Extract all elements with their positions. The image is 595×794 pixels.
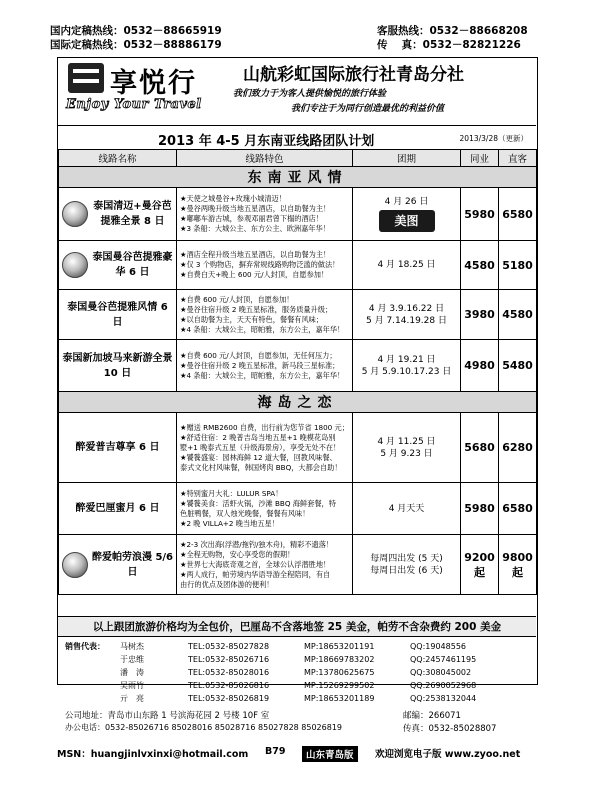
sales-mobile: MP:18653201189 xyxy=(304,694,375,703)
departure-date: 每周日出发 (6 天) xyxy=(370,565,443,576)
sales-mobile: MP:18653201191 xyxy=(304,642,375,651)
feature-line: ★仅 3 个购物店，摒弃常规线路购物泛滥的做法！ xyxy=(180,260,340,269)
direct-price-cell xyxy=(499,413,537,483)
direct-price-cell xyxy=(499,535,537,595)
feature-line: 泰式文化村风味餐，韩国烤肉 BBQ，大都会自助！ xyxy=(180,462,342,472)
trade-price-cell xyxy=(461,535,499,595)
feature-line: ★酒店全程升级当地五星酒店，以自助餐为主！ xyxy=(180,250,331,259)
direct-price: 4580 xyxy=(502,308,533,321)
service-hotlines xyxy=(377,24,528,52)
header-direct-price: 直客 xyxy=(499,150,537,167)
hotline-international: 国际定稿热线：0532－88886179 xyxy=(50,39,222,51)
sales-row xyxy=(58,641,536,653)
feature-line: ★舒适住宿：2 晚普吉岛当地五星+1 晚模花岛别 xyxy=(180,432,336,442)
direct-price-cell xyxy=(499,340,537,392)
trade-price-cell xyxy=(461,241,499,290)
departure-date: 4 月 19.21 日 xyxy=(377,354,436,365)
departure-date: 4 月 18.25 日 xyxy=(377,260,436,270)
route-features xyxy=(177,483,353,535)
sales-mobile: MP:15269299502 xyxy=(304,681,375,690)
route-name-cell xyxy=(59,535,177,595)
table-body xyxy=(59,167,537,595)
feature-line: ★4 条船：大城公主，昭帕雅，东方公主，嘉年华！ xyxy=(180,370,345,380)
office-fax: 传真：0532-85028807 xyxy=(403,724,497,734)
direct-price: 9800 xyxy=(502,550,533,564)
header-features: 线路特色 xyxy=(177,150,353,167)
feature-line: ★2-3 次出海(浮潜/拖钓/独木舟)，精彩不遗落！ xyxy=(180,539,334,549)
header-route-name: 线路名称 xyxy=(59,150,177,167)
route-dates xyxy=(353,535,461,595)
sales-name: 亓 亮 xyxy=(120,694,144,703)
section-header xyxy=(59,392,537,413)
route-dates xyxy=(353,241,461,290)
departure-date: 5 月 7.14.19.28 日 xyxy=(366,315,447,326)
logo-icon xyxy=(68,63,104,93)
route-row xyxy=(59,483,537,535)
route-row xyxy=(59,413,537,483)
price-note: 以上跟团旅游价格均为全包价，巴厘岛不含落地签 25 美金，帕劳不含杂费约 200 美金 xyxy=(58,616,536,636)
route-features xyxy=(177,241,353,290)
feature-line: ★世界七大海底奇观之首，全球公认浮潜胜地！ xyxy=(180,559,331,569)
promo-tag: 美图 xyxy=(379,210,435,232)
route-name: 醉爱帕劳浪漫 5/6 日 xyxy=(91,551,174,578)
sales-mobile: MP:18669783202 xyxy=(304,655,375,664)
trade-price: 9200 xyxy=(464,550,495,564)
feature-line: ★自费 600 元/人封顶，自愿参加，无任何压力； xyxy=(180,350,337,360)
feature-line: ★饕餮盛宴：园林海鲜 12 道大餐，回教风味餐、 xyxy=(180,452,337,462)
page-title: 2013 年 4-5 月东南亚线路团队计划 xyxy=(158,134,375,149)
direct-price-cell xyxy=(499,290,537,340)
direct-price: 5180 xyxy=(502,258,533,272)
sales-qq: QQ:19048556 xyxy=(410,642,467,651)
trade-price-cell xyxy=(461,290,499,340)
hotline-domestic: 国内定稿热线：0532－88665919 xyxy=(50,25,222,37)
trade-price: 5680 xyxy=(464,441,495,454)
trade-price-cell xyxy=(461,188,499,241)
edition-label: 山东青岛版 xyxy=(302,746,358,762)
feature-line: ★曼谷两晚升级当地五星酒店，以自助餐为主！ xyxy=(180,204,331,213)
sales-row xyxy=(58,667,536,679)
slogan-2: 我们专注于为同行创造最优的利益价值 xyxy=(291,104,445,114)
route-table xyxy=(58,149,537,595)
feature-line: ★以自助餐为主，天天有特色，餐餐有风味； xyxy=(180,314,324,324)
sales-qq: QQ:2690052968 xyxy=(410,681,477,690)
sales-name: 潘 涛 xyxy=(120,668,144,677)
feature-line: 色脏鸭餐，双人烛光晚餐，餐餐有风味！ xyxy=(180,508,310,518)
feature-line: ★曼谷住宿升级 2 晚五星标准，新马段三星标准； xyxy=(180,360,340,370)
route-name-cell xyxy=(59,483,177,535)
hotline-service: 客服热线：0532－88668208 xyxy=(377,25,528,37)
route-dates xyxy=(353,188,461,241)
route-name-cell xyxy=(59,241,177,290)
route-row xyxy=(59,535,537,595)
sales-row xyxy=(58,693,536,705)
trade-price-cell xyxy=(461,413,499,483)
route-features xyxy=(177,290,353,340)
feature-line: ★天使之城曼谷+玫瑰小城清迈！ xyxy=(180,194,286,203)
fax-line: 传 真：0532－82821226 xyxy=(377,39,521,51)
trade-price-cell xyxy=(461,483,499,535)
sales-qq: QQ:2538132044 xyxy=(410,694,477,703)
postcode: 邮编：266071 xyxy=(403,711,461,721)
section-header xyxy=(59,167,537,188)
departure-date: 4 月天天 xyxy=(388,503,425,514)
route-name-cell xyxy=(59,340,177,392)
feature-line: ★特别蜜月大礼：LULUR SPA！ xyxy=(180,488,283,498)
feature-line: ★两人成行，帕劳境内华语导游全程陪同，有自 xyxy=(180,569,331,579)
route-name-cell xyxy=(59,290,177,340)
route-row xyxy=(59,188,537,241)
title-bar xyxy=(58,125,536,149)
feature-line: ★4 条船：大城公主，昭帕雅，东方公主，嘉年华！ xyxy=(180,324,345,334)
company-address: 公司地址：青岛市山东路 1 号滨海花园 2 号楼 10F 室 xyxy=(65,711,270,721)
trade-price: 4580 xyxy=(464,258,495,272)
office-phone: 办公电话：0532-85026716 85028016 85028716 85027828 85026819 xyxy=(65,723,343,732)
route-name: 醉爱巴厘蜜月 6 日 xyxy=(75,503,160,514)
sales-qq: QQ:2457461195 xyxy=(410,655,477,664)
route-name: 泰国曼谷芭提雅风情 6 日 xyxy=(67,301,168,328)
sales-row xyxy=(58,654,536,666)
trade-price: 4980 xyxy=(464,359,495,372)
slogan-1: 我们致力于为客人提供愉悦的旅行体验 xyxy=(233,89,387,99)
price-unit: 起 xyxy=(474,565,485,579)
header-banner xyxy=(58,58,536,125)
sales-tel: TEL:0532-85026816 xyxy=(188,681,270,690)
sales-name: 于忠维 xyxy=(120,655,144,664)
route-name: 醉爱普吉尊享 6 日 xyxy=(75,442,160,453)
sales-name: 马树杰 xyxy=(120,642,144,651)
route-badge-icon xyxy=(62,201,88,227)
route-name: 泰国新加坡马来新游全景 10 日 xyxy=(62,352,173,379)
logo-text-en: Enjoy Your Travel xyxy=(66,97,202,112)
feature-line: ★曼谷住宿升级 2 晚五星标准，服务质量升级； xyxy=(180,304,333,314)
trade-price-cell xyxy=(461,340,499,392)
departure-date: 4 月 26 日 xyxy=(384,197,429,207)
direct-price: 6280 xyxy=(502,441,533,454)
departure-date: 4 月 11.25 日 xyxy=(377,436,436,447)
route-name-cell xyxy=(59,413,177,483)
price-unit: 起 xyxy=(512,565,523,579)
sales-row xyxy=(58,680,536,692)
sales-label: 销售代表： xyxy=(65,642,105,651)
agency-name: 山航彩虹国际旅行社青岛分社 xyxy=(243,65,464,85)
route-dates xyxy=(353,413,461,483)
website-link[interactable]: 欢迎浏览电子版 www.zyoo.net xyxy=(375,749,521,760)
direct-price-cell xyxy=(499,188,537,241)
departure-date: 每周四出发 (5 天) xyxy=(370,553,443,564)
table-header xyxy=(59,150,537,167)
direct-price: 5480 xyxy=(502,359,533,372)
sales-tel: TEL:0532-85026819 xyxy=(188,694,270,703)
section-title: 海岛之恋 xyxy=(59,392,537,413)
direct-price: 6580 xyxy=(502,502,533,515)
feature-line: ★3 条船：大城公主、东方公主、欧洲嘉年华！ xyxy=(180,224,330,233)
sales-mobile: MP:13780625675 xyxy=(304,668,375,677)
feature-line: 墅+1 晚泰式五星（升级海景房），享受无处不在！ xyxy=(180,442,341,452)
feature-line: ★自费 600 元/人封顶，自愿参加！ xyxy=(180,294,294,304)
update-date: 2013/3/28（更新） xyxy=(459,134,528,143)
feature-line: ★赠送 RMB2600 自费，出行前为您节省 1800 元； xyxy=(180,422,349,432)
route-row xyxy=(59,340,537,392)
departure-date: 4 月 3.9.16.22 日 xyxy=(368,303,445,314)
sales-contacts xyxy=(58,636,536,734)
route-features xyxy=(177,188,353,241)
direct-price-cell xyxy=(499,241,537,290)
msn-contact: MSN：huangjinlvxinxi@hotmail.com xyxy=(57,749,249,760)
feature-line: ★自费白天+晚上 600 元/人封顶，自愿参加！ xyxy=(180,270,329,279)
departure-date: 5 月 5.9.10.17.23 日 xyxy=(361,366,452,377)
header-dates: 团期 xyxy=(353,150,461,167)
route-row xyxy=(59,241,537,290)
route-badge-icon xyxy=(62,252,88,278)
bottom-bar xyxy=(57,743,538,761)
feature-line: 由行的优点及团体游的便利！ xyxy=(180,579,274,589)
flyer-frame xyxy=(57,57,538,734)
trade-price: 3980 xyxy=(464,308,495,321)
route-name: 泰国清迈+曼谷芭提雅全景 8 日 xyxy=(93,201,172,227)
route-row xyxy=(59,290,537,340)
company-logo xyxy=(64,61,214,119)
feature-line: ★2 晚 VILLA+2 晚当地五星！ xyxy=(180,518,279,528)
route-features xyxy=(177,535,353,595)
feature-line: ★嘟嘟车游古城，参观邓丽君曾下榻的酒店！ xyxy=(180,214,324,223)
feature-line: ★全程无购物，安心享受您的假期！ xyxy=(180,549,295,559)
route-name: 泰国曼谷芭提雅豪华 6 日 xyxy=(92,252,173,278)
page-number: B79 xyxy=(265,746,286,757)
sales-tel: TEL:0532-85028016 xyxy=(188,668,270,677)
section-title: 东南亚风情 xyxy=(59,167,537,188)
route-dates xyxy=(353,483,461,535)
header-trade-price: 同业 xyxy=(461,150,499,167)
route-features xyxy=(177,340,353,392)
direct-price: 6580 xyxy=(502,207,533,221)
sales-qq: QQ:308045002 xyxy=(410,668,472,677)
logo-text-cn: 享悦行 xyxy=(110,68,197,99)
trade-price: 5980 xyxy=(464,502,495,515)
direct-price-cell xyxy=(499,483,537,535)
sales-tel: TEL:0532-85027828 xyxy=(188,642,270,651)
route-dates xyxy=(353,290,461,340)
route-badge-icon xyxy=(62,552,88,578)
feature-line: ★饕餮美食：活虾火锅，沙滩 BBQ 海鲜套餐，特 xyxy=(180,498,336,508)
domestic-hotlines xyxy=(50,24,222,52)
departure-date: 5 月 9.23 日 xyxy=(380,448,433,459)
trade-price: 5980 xyxy=(464,207,495,221)
sales-name: 吴雨竹 xyxy=(120,681,144,690)
route-dates xyxy=(353,340,461,392)
route-features xyxy=(177,413,353,483)
route-name-cell xyxy=(59,188,177,241)
sales-tel: TEL:0532-85026716 xyxy=(188,655,270,664)
